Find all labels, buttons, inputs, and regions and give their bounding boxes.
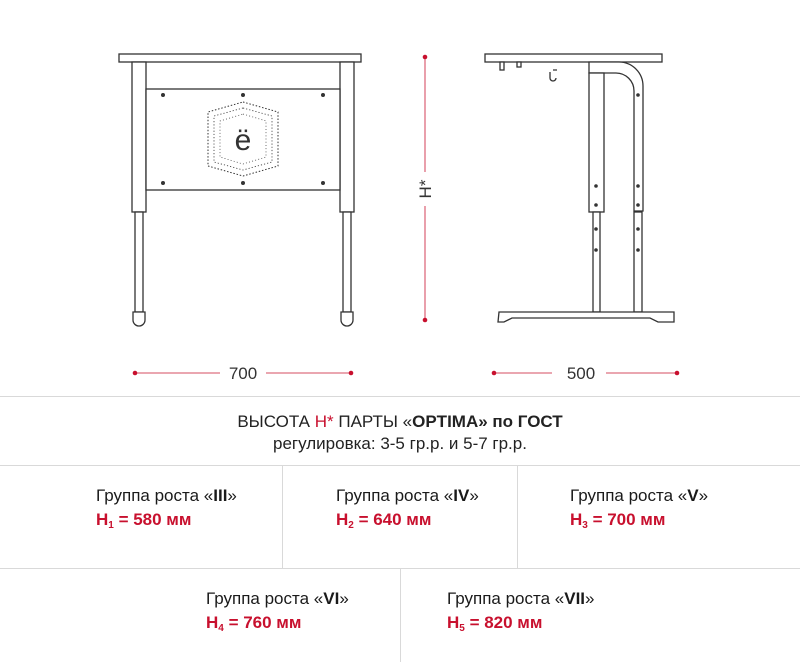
front-right-leg-upper (340, 62, 354, 212)
divider-col-3 (400, 569, 401, 662)
group-cell-iii: Группа роста «III» $H_1 = 580$ мм (96, 486, 237, 531)
divider-heading (0, 465, 800, 466)
heading-line-1: ВЫСОТА Н* ПАРТЫ «OPTIMA» по ГОСТ (237, 412, 563, 431)
width-label: 700 (228, 364, 258, 383)
side-base-foot (498, 312, 674, 322)
bag-hook-icon (550, 70, 557, 81)
group-cell-iv: Группа роста «IV» $H_2 = 640$ мм (336, 486, 479, 531)
front-desktop (119, 54, 361, 62)
front-left-foot (133, 312, 145, 326)
front-left-leg-upper (132, 62, 146, 212)
logo-letter: ё (234, 124, 252, 157)
side-view (485, 54, 674, 322)
width-dimension (133, 364, 354, 383)
heading-h-symbol: Н* (314, 412, 334, 431)
divider-col-1 (282, 466, 283, 568)
side-desktop (485, 54, 662, 62)
front-view (119, 54, 361, 326)
divider-col-2 (517, 466, 518, 568)
heading-line-2: регулировка: 3-5 гр.р. и 5-7 гр.р. (273, 434, 527, 453)
side-rear-inner (593, 212, 600, 312)
table-heading (0, 411, 800, 455)
height-dimension (416, 55, 435, 323)
height-label: H* (416, 179, 435, 199)
front-right-leg-lower (343, 212, 351, 312)
front-left-leg-lower (135, 212, 143, 312)
divider-top (0, 396, 800, 397)
side-rear-upright (589, 73, 604, 212)
depth-label: 500 (566, 364, 596, 383)
group-cell-vii: Группа роста «VII» $H_5 = 820$ мм (447, 589, 595, 634)
front-right-foot (341, 312, 353, 326)
group-cell-vi: Группа роста «VI» $H_4 = 760$ мм (206, 589, 349, 634)
depth-dimension (492, 364, 680, 383)
side-front-inner (634, 212, 642, 312)
group-cell-v: Группа роста «V» $H_3 = 700$ мм (570, 486, 709, 531)
model-name: OPTIMA (412, 412, 479, 431)
